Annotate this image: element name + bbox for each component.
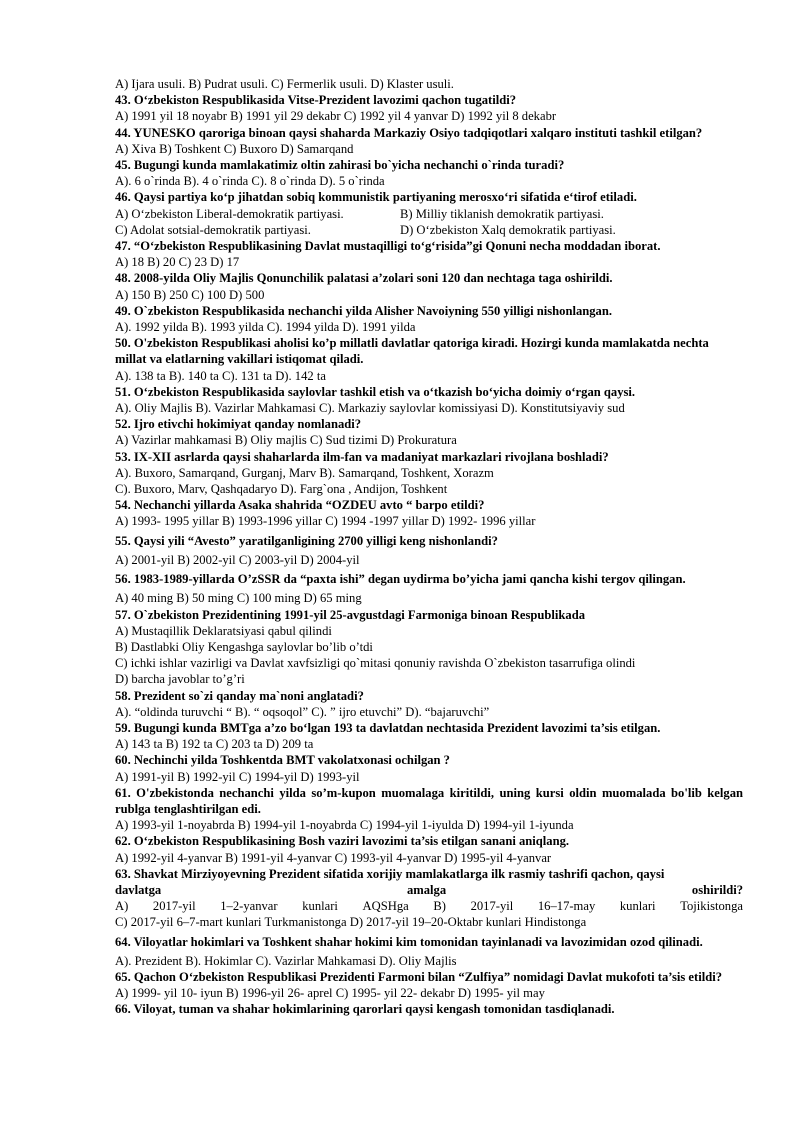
question-49: 49. O`zbekiston Respublikasida nechanchi yilda Alisher Navoiyning 550 yilligi nishonlangan.: [115, 303, 612, 318]
answer-options: C) 2017-yil 6–7-mart kunlari Turkmanistonga D) 2017-yil 19–20-Oktabr kunlari Hindistonga: [115, 915, 587, 930]
answer-options-row: [115, 898, 743, 914]
question-53: 53. IX-XII asrlarda qaysi shaharlarda ilm-fan va madaniyat markazlari rivojlana boshladi?: [115, 449, 609, 464]
answer-options: A). 1992 yilda B). 1993 yilda C). 1994 yilda D). 1991 yilda: [115, 320, 416, 335]
question-61: 61. O'zbekistonda nechanchi yilda so’m-kupon muomalaga kiritildi, uning kursi oldin muomalada bo'lib kelgan rublga tenglashtirilgan edi.: [115, 785, 743, 816]
question-63: 63. Shavkat Mirziyoyevning Prezident sifatida xorijiy mamlakatlarga ilk rasmiy tashrifi qachon, qaysi: [115, 866, 665, 881]
question-55: 55. Qaysi yili “Avesto” yaratilganligining 2700 yilligi keng nishonlandi?: [115, 533, 498, 548]
answer-options: A). 138 ta B). 140 ta C). 131 ta D). 142 ta: [115, 368, 326, 383]
word: 2017-yil: [152, 899, 196, 914]
answer-options: A) 18 B) 20 C) 23 D) 17: [115, 255, 240, 270]
answer-option-c: C) ichki ishlar vazirligi va Davlat xavfsizligi qo`mitasi qonuniy ravishda O`zbekiston tasarrufiga olindi: [115, 656, 636, 671]
answer-option-b: B) Milliy tiklanish demokratik partiyasi.: [400, 206, 604, 221]
answer-options: A) 1999- yil 10- iyun B) 1996-yil 26- aprel C) 1995- yil 22- dekabr D) 1995- yil may: [115, 986, 545, 1001]
answer-options: A) 2001-yil B) 2002-yil C) 2003-yil D) 2004-yil: [115, 552, 360, 567]
answer-option-a: A) O‘zbekiston Liberal-demokratik partiyasi.: [115, 206, 344, 221]
answer-options: A) 1993-yil 1-noyabrda B) 1994-yil 1-noyabrda C) 1994-yil 1-iyulda D) 1994-yil 1-iyunda: [115, 818, 574, 833]
question-64: 64. Viloyatlar hokimlari va Toshkent shahar hokimi kim tomonidan tayinlanadi va lavozimidan ozod qilinadi.: [115, 934, 703, 949]
word: oshirildi?: [691, 882, 743, 897]
word: 16–17-may: [537, 899, 596, 914]
question-52: 52. Ijro etivchi hokimiyat qanday nomlanadi?: [115, 417, 362, 432]
answer-option-a: A) Mustaqillik Deklaratsiyasi qabul qilindi: [115, 623, 332, 638]
word: kunlari: [619, 899, 656, 914]
answer-options: A) 143 ta B) 192 ta C) 203 ta D) 209 ta: [115, 737, 314, 752]
word: kunlari: [302, 899, 338, 914]
answer-options: A) 1991-yil B) 1992-yil C) 1994-yil D) 1993-yil: [115, 769, 360, 784]
question-56: 56. 1983-1989-yillarda O’zSSR da “paxta ishi” degan uydirma bo’yicha jami qancha kishi tergov qilingan.: [115, 572, 686, 587]
answer-options: A) 1992-yil 4-yanvar B) 1991-yil 4-yanvar C) 1993-yil 4-yanvar D) 1995-yil 4-yanvar: [115, 850, 552, 865]
question-51: 51. O‘zbekiston Respublikasida saylovlar tashkil etish va o‘tkazish bo‘yicha doimiy o‘rgan qaysi.: [115, 384, 636, 399]
answer-options: A) 1993- 1995 yillar B) 1993-1996 yillar C) 1994 -1997 yillar D) 1992- 1996 yillar: [115, 514, 536, 529]
question-57: 57. O`zbekiston Prezidentining 1991-yil 25-avgustdagi Farmoniga binoan Respublikada: [115, 607, 585, 622]
answer-options: A). Buxoro, Samarqand, Gurganj, Marv B). Samarqand, Toshkent, Xorazm: [115, 465, 494, 480]
answer-options: A). Oliy Majlis B). Vazirlar Mahkamasi C). Markaziy saylovlar komissiyasi D). Konstitutsiyaviy sud: [115, 401, 625, 416]
word: davlatga: [115, 882, 162, 897]
answer-options: A) 40 ming B) 50 ming C) 100 ming D) 65 ming: [115, 591, 362, 606]
question-59: 59. Bugungi kunda BMTga a’zo bo‘lgan 193 ta davlatdan nechtasida Prezident lavozimi ta’sis etilgan.: [115, 720, 661, 735]
answer-options: A). Prezident B). Hokimlar C). Vazirlar Mahkamasi D). Oliy Majlis: [115, 953, 457, 968]
word: amalga: [406, 882, 447, 897]
answer-options: A) 1991 yil 18 noyabr B) 1991 yil 29 dekabr C) 1992 yil 4 yanvar D) 1992 yil 8 dekabr: [115, 109, 557, 124]
answer-options-row: [115, 222, 743, 238]
answer-option-d: D) O‘zbekiston Xalq demokratik partiyasi.: [400, 222, 616, 237]
question-63-continued: [115, 882, 743, 898]
answer-options: A). “oldinda turuvchi “ B). “ oqsoqol” C). ” ijro etuvchi” D). “bajaruvchi”: [115, 704, 490, 719]
word: AQSHga: [362, 899, 409, 914]
word: Tojikistonga: [680, 899, 743, 914]
question-46: 46. Qaysi partiya ko‘p jihatdan sobiq kommunistik partiyaning merosxo‘ri sifatida e‘tirof etiladi.: [115, 190, 637, 205]
answer-option-d: D) barcha javoblar to’g’ri: [115, 672, 245, 687]
answer-option-b: B) Dastlabki Oliy Kengashga saylovlar bo’lib o’tdi: [115, 639, 373, 654]
question-60: 60. Nechinchi yilda Toshkentda BMT vakolatxonasi ochilgan ?: [115, 753, 450, 768]
answer-options: A) Xiva B) Toshkent C) Buxoro D) Samarqand: [115, 141, 354, 156]
answer-options: A). 6 o`rinda B). 4 o`rinda C). 8 o`rinda D). 5 o`rinda: [115, 174, 385, 189]
answer-options: A) Ijara usuli. B) Pudrat usuli. C) Fermerlik usuli. D) Klaster usuli.: [115, 77, 454, 91]
question-43: 43. O‘zbekiston Respublikasida Vitse-Prezident lavozimi qachon tugatildi?: [115, 93, 517, 108]
answer-options-row: [115, 206, 743, 222]
question-45: 45. Bugungi kunda mamlakatimiz oltin zahirasi bo`yicha nechanchi o`rinda turadi?: [115, 158, 565, 173]
question-48: 48. 2008-yilda Oliy Majlis Qonunchilik palatasi a’zolari soni 120 dan nechtaga taga oshirildi.: [115, 271, 613, 286]
answer-options: A) Vazirlar mahkamasi B) Oliy majlis C) Sud tizimi D) Prokuratura: [115, 433, 457, 448]
question-44: 44. YUNESKO qaroriga binoan qaysi shaharda Markaziy Osiyo tadqiqotlari xalqaro instituti tashkil etilgan?: [115, 125, 703, 140]
question-62: 62. O‘zbekiston Respublikasining Bosh vaziri lavozimi ta’sis etilgan sanani aniqlang.: [115, 834, 570, 849]
word: A): [115, 899, 129, 914]
question-58: 58. Prezident so`zi qanday ma`noni anglatadi?: [115, 688, 364, 703]
answer-options: C). Buxoro, Marv, Qashqadaryo D). Farg`ona , Andijon, Toshkent: [115, 482, 448, 497]
question-54: 54. Nechanchi yillarda Asaka shahrida “OZDEU avto “ barpo etildi?: [115, 498, 485, 513]
question-65: 65. Qachon O‘zbekiston Respublikasi Prezidenti Farmoni bilan “Zulfiya” nomidagi Davlat mukofoti ta’sis etildi?: [115, 969, 723, 984]
word: 1–2-yanvar: [220, 899, 278, 914]
answer-option-c: C) Adolat sotsial-demokratik partiyasi.: [115, 222, 311, 237]
answer-options: A) 150 B) 250 C) 100 D) 500: [115, 287, 265, 302]
word: 2017-yil: [470, 899, 514, 914]
question-66: 66. Viloyat, tuman va shahar hokimlarining qarorlari qaysi kengash tomonidan tasdiqlanadi.: [115, 1002, 615, 1017]
question-50: 50. O'zbekiston Respublikasi aholisi ko’p millatli davlatlar qatoriga kiradi. Hozirgi kunda mamlakatda nechta millat va elatlarning vakillari istiqomat qiladi.: [115, 336, 709, 367]
question-47: 47. “O‘zbekiston Respublikasining Davlat mustaqilligi to‘g‘risida”gi Qonuni necha moddadan iborat.: [115, 239, 661, 254]
word: B): [433, 899, 446, 914]
